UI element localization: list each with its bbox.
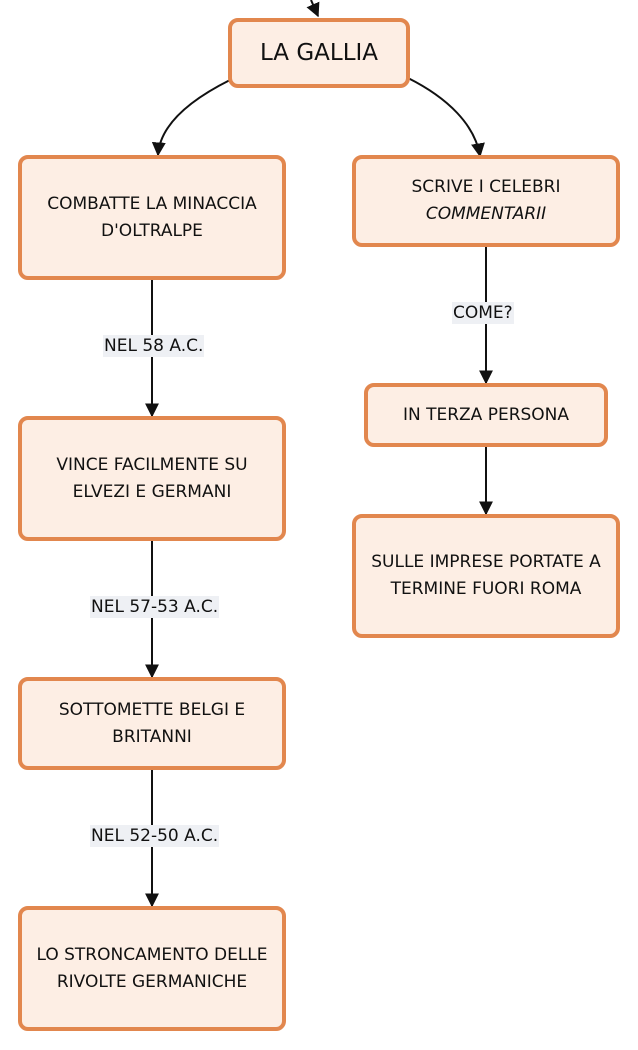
edge-label-nel-52-50: NEL 52-50 A.C.	[91, 826, 219, 846]
edge-label-nel-57-53: NEL 57-53 A.C.	[91, 597, 219, 617]
node-stroncamento-rivolte[interactable]	[18, 906, 286, 1031]
node-line: VINCE FACILMENTE SU	[56, 454, 248, 475]
node-combatte-minaccia[interactable]	[18, 155, 286, 280]
node-sottomette-belgi[interactable]	[18, 677, 286, 770]
node-vince-elvezi[interactable]	[18, 416, 286, 541]
node-line: ELVEZI E GERMANI	[72, 481, 232, 502]
node-line: LO STRONCAMENTO DELLE	[36, 944, 268, 965]
node-line: SOTTOMETTE BELGI E	[58, 699, 246, 720]
node-line: D'OLTRALPE	[101, 220, 203, 241]
node-la-gallia[interactable]	[228, 18, 410, 88]
edge-incoming-root	[311, 0, 318, 16]
edge-root-scrive	[408, 78, 480, 156]
node-la-gallia-label: LA GALLIA	[259, 39, 379, 66]
node-scrive-commentarii[interactable]	[352, 155, 620, 247]
node-line: RIVOLTE GERMANICHE	[56, 971, 248, 992]
node-line: BRITANNI	[112, 726, 192, 747]
node-line: TERMINE FUORI ROMA	[390, 579, 582, 599]
edge-root-combatte	[158, 80, 230, 155]
edge-label-nel-58: NEL 58 A.C.	[104, 336, 204, 356]
node-terza-persona-label: IN TERZA PERSONA	[402, 404, 570, 425]
node-line-italic: COMMENTARII	[425, 204, 547, 224]
node-line: SULLE IMPRESE PORTATE A	[371, 552, 601, 572]
node-terza-persona[interactable]	[364, 383, 608, 447]
edge-label-come: COME?	[453, 303, 513, 323]
node-line: COMBATTE LA MINACCIA	[47, 193, 257, 214]
node-imprese-fuori-roma[interactable]	[352, 514, 620, 638]
node-line: SCRIVE I CELEBRI	[411, 177, 561, 197]
